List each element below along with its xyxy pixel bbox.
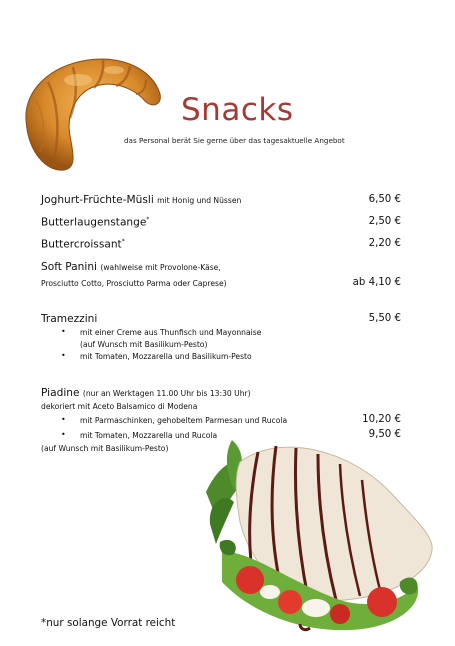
bullet-dot: •	[61, 327, 66, 336]
item-name: Tramezzini	[41, 313, 98, 325]
price-muesli: 6,50 €	[368, 194, 401, 205]
price-laugenstange: 2,50 €	[368, 216, 401, 227]
croissant-image	[18, 52, 164, 176]
menu-item-tramezzini	[41, 313, 97, 325]
tramezzini-option-2: mit Tomaten, Mozzarella und Basilikum-Pesto	[80, 352, 252, 361]
menu-item-piadine	[41, 387, 251, 399]
price-croissant: 2,20 €	[368, 238, 401, 249]
bullet-dot: •	[61, 415, 66, 424]
footnote-mark: *	[121, 238, 125, 245]
piadina-image	[200, 432, 438, 636]
footnote-mark: *	[146, 216, 150, 223]
piadine-option-1: mit Parmaschinken, gehobeltem Parmesan und Rucola	[80, 416, 288, 425]
menu-item-laugenstange	[41, 216, 149, 229]
price-piadine-2: 9,50 €	[368, 429, 401, 440]
price-panini: ab 4,10 €	[352, 277, 401, 288]
footnote: *nur solange Vorrat reicht	[41, 617, 176, 629]
bullet-dot: •	[61, 430, 66, 439]
price-tramezzini: 5,50 €	[368, 313, 401, 324]
item-name: Butterlaugenstange	[41, 216, 147, 229]
piadine-note: (auf Wunsch mit Basilikum-Pesto)	[41, 444, 169, 453]
item-name: Joghurt-Früchte-Müsli	[41, 194, 154, 206]
panini-detail-line-2: Prosciutto Cotto, Prosciutto Parma oder Caprese)	[41, 279, 227, 288]
page-subtitle: das Personal berät Sie gerne über das tagesaktuelle Angebot	[124, 136, 345, 145]
item-name: Buttercroissant	[41, 238, 122, 251]
menu-item-croissant	[41, 238, 125, 251]
tramezzini-option-1-note: (auf Wunsch mit Basilikum-Pesto)	[80, 340, 208, 349]
bullet-dot: •	[61, 351, 66, 360]
item-detail: (wahlweise mit Provolone-Käse,	[100, 263, 221, 272]
item-name: Soft Panini	[41, 261, 97, 273]
menu-item-muesli	[41, 194, 241, 206]
piadine-detail-2: dekoriert mit Aceto Balsamico di Modena	[41, 402, 198, 411]
piadine-option-2: mit Tomaten, Mozzarella und Rucola	[80, 431, 218, 440]
page-title: Snacks	[181, 92, 294, 128]
item-detail: (nur an Werktagen 11.00 Uhr bis 13:30 Uhr)	[82, 389, 251, 398]
item-name: Piadine	[41, 387, 80, 399]
price-piadine-1: 10,20 €	[362, 414, 401, 425]
item-detail: mit Honig und Nüssen	[157, 196, 242, 205]
tramezzini-option-1: mit einer Creme aus Thunfisch und Mayonnaise	[80, 328, 262, 337]
menu-item-panini	[41, 261, 221, 273]
